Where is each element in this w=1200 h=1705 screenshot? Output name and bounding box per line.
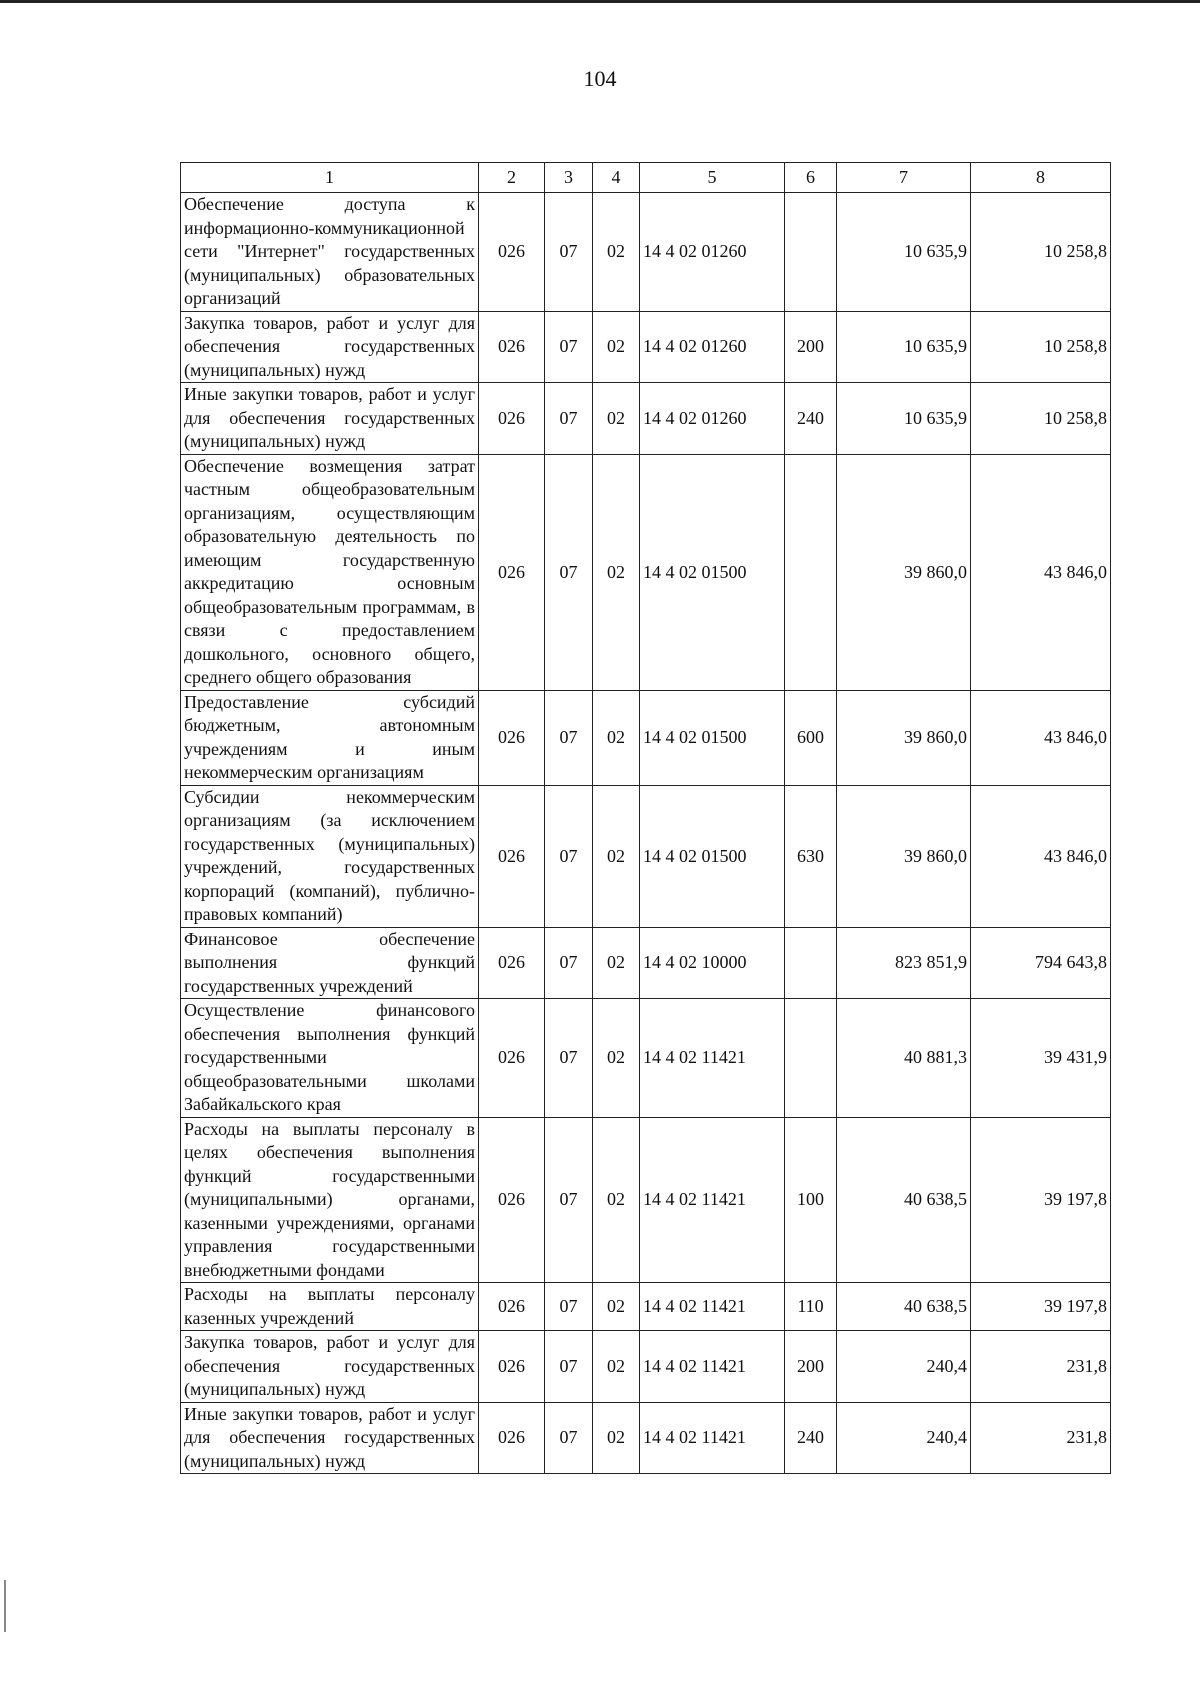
expense-name-cell: Иные закупки товаров, работ и услуг для обеспечения государственных (муниципальных) нужд: [181, 1402, 479, 1474]
subsection-cell: 02: [593, 193, 640, 312]
target-article-cell: 14 4 02 01260: [640, 383, 785, 455]
table-row: [181, 1331, 1111, 1403]
amount-col8-cell: 39 197,8: [971, 1117, 1111, 1283]
amount-col8-cell: 794 643,8: [971, 927, 1111, 999]
target-article-cell: 14 4 02 10000: [640, 927, 785, 999]
ministry-code-cell: 026: [479, 690, 545, 785]
amount-col8-cell: 43 846,0: [971, 454, 1111, 690]
amount-col7-cell: 39 860,0: [837, 785, 971, 927]
table-row: [181, 785, 1111, 927]
expense-type-cell: 630: [785, 785, 837, 927]
scan-margin-mark: [4, 1580, 6, 1632]
expense-name-cell: Субсидии некоммерческим организациям (за исключением государственных (муниципальных) учреждений, государственных корпораций (компаний), публично-правовых компаний): [181, 785, 479, 927]
expense-name-cell: Иные закупки товаров, работ и услуг для обеспечения государственных (муниципальных) нужд: [181, 383, 479, 455]
page-number: 104: [583, 66, 617, 91]
amount-col8-cell: 39 197,8: [971, 1283, 1111, 1331]
expense-name-cell: Осуществление финансового обеспечения выполнения функций государственными общеобразовательными школами Забайкальского края: [181, 999, 479, 1118]
header-cell: 8: [971, 163, 1111, 193]
table-row: [181, 999, 1111, 1118]
subsection-cell: 02: [593, 383, 640, 455]
amount-col7-cell: 39 860,0: [837, 454, 971, 690]
amount-col7-cell: 40 881,3: [837, 999, 971, 1118]
expense-type-cell: 110: [785, 1283, 837, 1331]
section-cell: 07: [545, 785, 593, 927]
ministry-code-cell: 026: [479, 785, 545, 927]
header-cell: 6: [785, 163, 837, 193]
amount-col7-cell: 40 638,5: [837, 1283, 971, 1331]
amount-col8-cell: 10 258,8: [971, 311, 1111, 383]
amount-col7-cell: 40 638,5: [837, 1117, 971, 1283]
section-cell: 07: [545, 999, 593, 1118]
table-row: [181, 454, 1111, 690]
amount-col7-cell: 240,4: [837, 1331, 971, 1403]
subsection-cell: 02: [593, 1283, 640, 1331]
expense-type-cell: [785, 927, 837, 999]
page-top-border: [0, 0, 1200, 3]
amount-col8-cell: 10 258,8: [971, 193, 1111, 312]
ministry-code-cell: 026: [479, 999, 545, 1118]
amount-col7-cell: 10 635,9: [837, 311, 971, 383]
expense-type-cell: 240: [785, 383, 837, 455]
header-cell: 3: [545, 163, 593, 193]
section-cell: 07: [545, 690, 593, 785]
amount-col8-cell: 43 846,0: [971, 690, 1111, 785]
target-article-cell: 14 4 02 01260: [640, 193, 785, 312]
expense-name-cell: Финансовое обеспечение выполнения функций государственных учреждений: [181, 927, 479, 999]
section-cell: 07: [545, 454, 593, 690]
target-article-cell: 14 4 02 01500: [640, 454, 785, 690]
expense-name-cell: Закупка товаров, работ и услуг для обеспечения государственных (муниципальных) нужд: [181, 1331, 479, 1403]
amount-col8-cell: 231,8: [971, 1331, 1111, 1403]
target-article-cell: 14 4 02 01500: [640, 690, 785, 785]
amount-col7-cell: 240,4: [837, 1402, 971, 1474]
expense-name-cell: Предоставление субсидий бюджетным, автономным учреждениям и иным некоммерческим организациям: [181, 690, 479, 785]
section-cell: 07: [545, 1283, 593, 1331]
header-cell: 1: [181, 163, 479, 193]
expense-name-cell: Расходы на выплаты персоналу казенных учреждений: [181, 1283, 479, 1331]
section-cell: 07: [545, 311, 593, 383]
header-cell: 2: [479, 163, 545, 193]
header-row: [181, 163, 1111, 193]
budget-table: [180, 162, 1111, 1474]
expense-name-cell: Обеспечение возмещения затрат частным общеобразовательным организациям, осуществляющим образовательную деятельность по имеющим государственную аккредитацию основным общеобразовательным программам, в связи с предоставлением дошкольного, основного общего, среднего общего образования: [181, 454, 479, 690]
subsection-cell: 02: [593, 311, 640, 383]
header-cell: 5: [640, 163, 785, 193]
ministry-code-cell: 026: [479, 193, 545, 312]
ministry-code-cell: 026: [479, 1117, 545, 1283]
table-row: [181, 193, 1111, 312]
expense-type-cell: 600: [785, 690, 837, 785]
expense-type-cell: [785, 193, 837, 312]
target-article-cell: 14 4 02 11421: [640, 999, 785, 1118]
amount-col7-cell: 10 635,9: [837, 193, 971, 312]
table-row: [181, 1283, 1111, 1331]
subsection-cell: 02: [593, 927, 640, 999]
ministry-code-cell: 026: [479, 1283, 545, 1331]
amount-col8-cell: 231,8: [971, 1402, 1111, 1474]
target-article-cell: 14 4 02 11421: [640, 1117, 785, 1283]
table-row: [181, 383, 1111, 455]
amount-col7-cell: 10 635,9: [837, 383, 971, 455]
expense-type-cell: [785, 454, 837, 690]
subsection-cell: 02: [593, 1331, 640, 1403]
table-row: [181, 1117, 1111, 1283]
target-article-cell: 14 4 02 01260: [640, 311, 785, 383]
ministry-code-cell: 026: [479, 1331, 545, 1403]
target-article-cell: 14 4 02 11421: [640, 1402, 785, 1474]
subsection-cell: 02: [593, 454, 640, 690]
table-row: [181, 690, 1111, 785]
table-row: [181, 1402, 1111, 1474]
subsection-cell: 02: [593, 690, 640, 785]
subsection-cell: 02: [593, 1117, 640, 1283]
expense-type-cell: [785, 999, 837, 1118]
expense-type-cell: 240: [785, 1402, 837, 1474]
section-cell: 07: [545, 1331, 593, 1403]
header-cell: 4: [593, 163, 640, 193]
expense-type-cell: 200: [785, 1331, 837, 1403]
section-cell: 07: [545, 927, 593, 999]
section-cell: 07: [545, 1402, 593, 1474]
subsection-cell: 02: [593, 785, 640, 927]
subsection-cell: 02: [593, 1402, 640, 1474]
table-row: [181, 311, 1111, 383]
ministry-code-cell: 026: [479, 383, 545, 455]
section-cell: 07: [545, 193, 593, 312]
amount-col7-cell: 823 851,9: [837, 927, 971, 999]
target-article-cell: 14 4 02 11421: [640, 1283, 785, 1331]
expense-type-cell: 100: [785, 1117, 837, 1283]
expense-name-cell: Расходы на выплаты персоналу в целях обеспечения выполнения функций государственными (муниципальными) органами, казенными учреждениями, органами управления государственными внебюджетными фондами: [181, 1117, 479, 1283]
expense-name-cell: Закупка товаров, работ и услуг для обеспечения государственных (муниципальных) нужд: [181, 311, 479, 383]
subsection-cell: 02: [593, 999, 640, 1118]
expense-name-cell: Обеспечение доступа к информационно-коммуникационной сети "Интернет" государственных (муниципальных) образовательных организаций: [181, 193, 479, 312]
ministry-code-cell: 026: [479, 927, 545, 999]
expense-type-cell: 200: [785, 311, 837, 383]
amount-col8-cell: 43 846,0: [971, 785, 1111, 927]
target-article-cell: 14 4 02 01500: [640, 785, 785, 927]
header-cell: 7: [837, 163, 971, 193]
amount-col8-cell: 10 258,8: [971, 383, 1111, 455]
target-article-cell: 14 4 02 11421: [640, 1331, 785, 1403]
amount-col7-cell: 39 860,0: [837, 690, 971, 785]
section-cell: 07: [545, 1117, 593, 1283]
ministry-code-cell: 026: [479, 1402, 545, 1474]
amount-col8-cell: 39 431,9: [971, 999, 1111, 1118]
ministry-code-cell: 026: [479, 311, 545, 383]
table-row: [181, 927, 1111, 999]
section-cell: 07: [545, 383, 593, 455]
ministry-code-cell: 026: [479, 454, 545, 690]
